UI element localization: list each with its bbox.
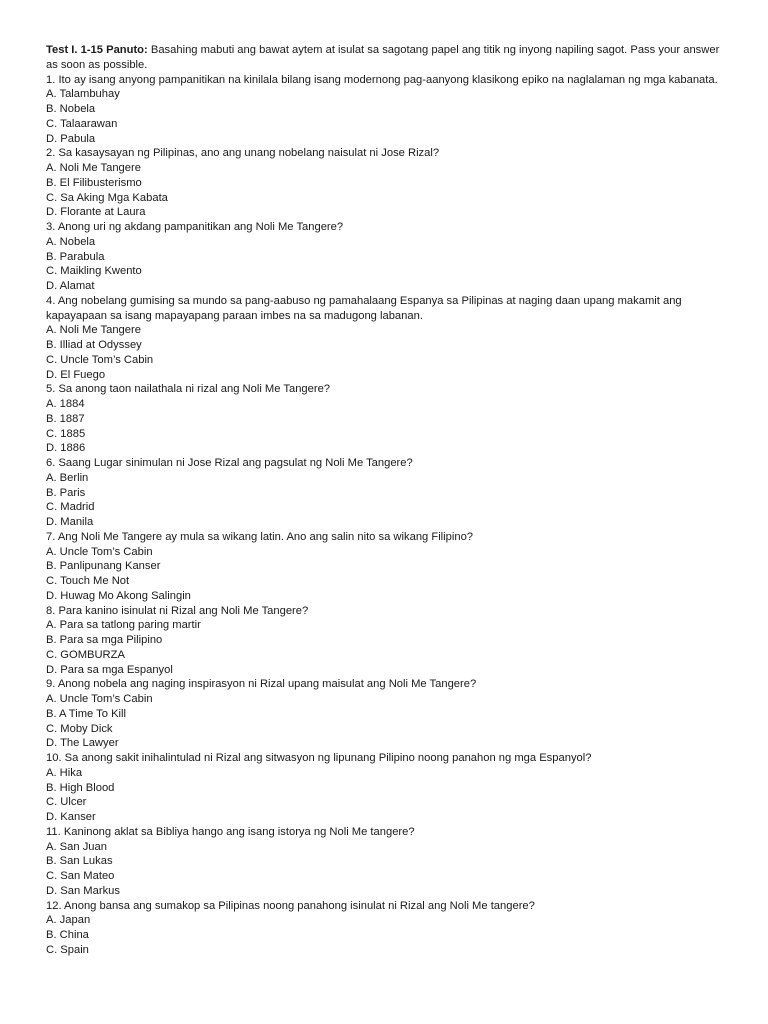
question-text: 2. Sa kasaysayan ng Pilipinas, ano ang unang nobelang naisulat ni Jose Rizal? [46, 147, 440, 160]
answer-option: B. 1887 [46, 412, 85, 425]
answer-option: B. Panlipunang Kanser [46, 560, 161, 573]
answer-option: D. Para sa mga Espanyol [46, 663, 173, 676]
question-item [46, 220, 726, 294]
document-page [46, 43, 726, 958]
answer-option: C. San Mateo [46, 870, 115, 882]
answer-option: B. Illiad at Odyssey [46, 339, 142, 351]
question-text: 10. Sa anong sakit inihalintulad ni Rizal ang sitwasyon ng lipunang Pilipino noong panahon ng mga Espanyol? [46, 752, 592, 764]
answer-option: D. San Markus [46, 884, 120, 897]
answer-option: B. Parabula [46, 250, 105, 263]
answer-option: B. A Time To Kill [46, 707, 127, 720]
question-text: 11. Kaninong aklat sa Bibliya hango ang isang istorya ng Noli Me tangere? [46, 825, 415, 838]
answer-option: C. Sa Aking Mga Kabata [46, 191, 168, 204]
question-item [46, 294, 726, 383]
question-item [46, 604, 726, 678]
answer-option: B. High Blood [46, 781, 115, 794]
question-text: 12. Anong bansa ang sumakop sa Pilipinas noong panahong isinulat ni Rizal ang Noli Me tangere? [46, 899, 535, 912]
question-item [46, 751, 726, 825]
question-item [46, 899, 726, 958]
question-text: 1. Ito ay isang anyong pampanitikan na kinilala bilang isang modernong pag-aanyong klasikong epiko na naglalaman ng mga kabanata. [46, 73, 718, 86]
question-text: 6. Saang Lugar sinimulan ni Jose Rizal ang pagsulat ng Noli Me Tangere? [46, 457, 413, 469]
question-item [46, 73, 726, 147]
answer-option: D. Manila [46, 516, 94, 528]
question-text: 5. Sa anong taon nailathala ni rizal ang Noli Me Tangere? [46, 383, 331, 396]
answer-option: A. Japan [46, 914, 91, 927]
answer-option: A. Noli Me Tangere [46, 162, 141, 174]
question-text: 8. Para kanino isinulat ni Rizal ang Noli Me Tangere? [46, 604, 309, 617]
answer-option: A. Uncle Tom’s Cabin [46, 693, 153, 705]
answer-option: A. 1884 [46, 398, 85, 410]
answer-option: A. Berlin [46, 471, 89, 484]
answer-option: C. Spain [46, 943, 89, 956]
answer-option: C. Touch Me Not [46, 575, 130, 587]
question-item [46, 146, 726, 220]
question-item [46, 825, 726, 899]
answer-option: A. Para sa tatlong paring martir [46, 619, 201, 632]
answer-option: D. 1886 [46, 442, 86, 455]
answer-option: A. Talambuhay [46, 88, 120, 101]
answer-option: D. Huwag Mo Akong Salingin [46, 589, 191, 602]
instructions [46, 43, 726, 73]
answer-option: A. San Juan [46, 840, 107, 853]
answer-option: A. Hika [46, 766, 83, 779]
answer-option: A. Uncle Tom’s Cabin [46, 545, 153, 558]
answer-option: D. Florante at Laura [46, 206, 146, 219]
question-text: 4. Ang nobelang gumising sa mundo sa pang-aabuso ng pamahalaang Espanya sa Pilipinas at naging daan upang makamit ang kapayapaan sa isang mapayapang paraan imbes na sa madugong labanan. [46, 294, 682, 322]
question-item [46, 382, 726, 456]
answer-option: C. 1885 [46, 427, 86, 440]
answer-option: B. San Lukas [46, 855, 113, 868]
answer-option: B. Nobela [46, 103, 96, 115]
answer-option: C. Uncle Tom’s Cabin [46, 353, 154, 366]
answer-option: B. El Filibusterismo [46, 176, 142, 189]
answer-option: D. Kanser [46, 811, 96, 823]
answer-option: B. China [46, 929, 89, 941]
answer-option: B. Para sa mga Pilipino [46, 634, 163, 646]
answer-option: C. Talaarawan [46, 117, 118, 130]
answer-option: C. Moby Dick [46, 722, 113, 735]
answer-option: C. Maikling Kwento [46, 265, 142, 278]
answer-option: A. Noli Me Tangere [46, 324, 141, 337]
answer-option: A. Nobela [46, 235, 96, 248]
answer-option: D. Pabula [46, 132, 96, 145]
question-list [46, 73, 726, 958]
instructions-label: Test I. 1-15 Panuto: [46, 44, 148, 56]
answer-option: C. Madrid [46, 501, 95, 514]
answer-option: C. Ulcer [46, 796, 87, 809]
answer-option: B. Paris [46, 486, 86, 499]
answer-option: D. Alamat [46, 280, 95, 292]
question-text: 3. Anong uri ng akdang pampanitikan ang Noli Me Tangere? [46, 221, 344, 233]
question-text: 7. Ang Noli Me Tangere ay mula sa wikang latin. Ano ang salin nito sa wikang Filipino? [46, 530, 474, 543]
answer-option: C. GOMBURZA [46, 648, 125, 661]
answer-option: D. El Fuego [46, 368, 106, 381]
answer-option: D. The Lawyer [46, 737, 119, 750]
question-text: 9. Anong nobela ang naging inspirasyon ni Rizal upang maisulat ang Noli Me Tangere? [46, 678, 477, 691]
question-item [46, 530, 726, 604]
instructions-text: Basahing mabuti ang bawat aytem at isulat sa sagotang papel ang titik ng inyong napiling sagot. Pass your answer as soon as possible. [46, 44, 720, 71]
question-item [46, 677, 726, 751]
question-item [46, 456, 726, 530]
